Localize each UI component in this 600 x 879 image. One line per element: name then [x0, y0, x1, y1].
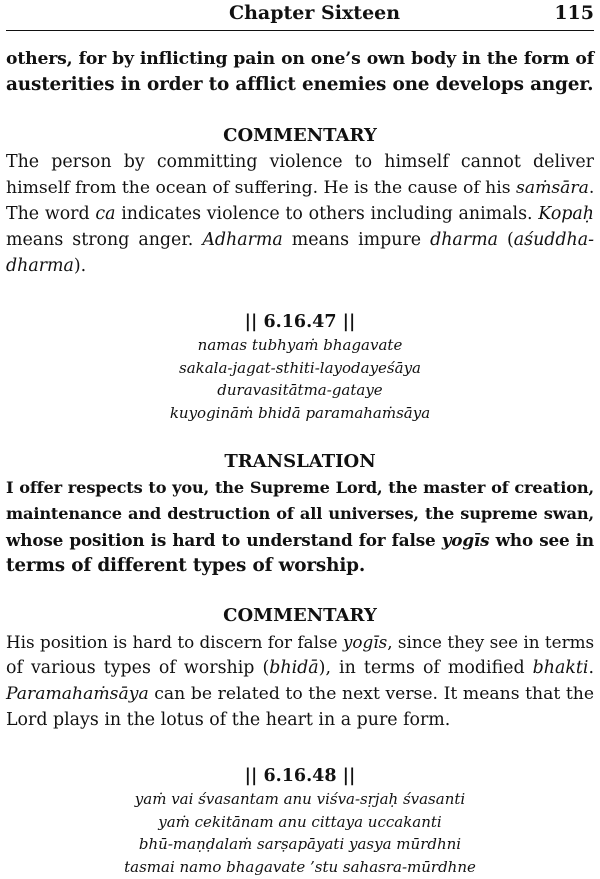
text-line: whose position is hard to understand for false yogīs who see in [6, 530, 594, 550]
verse-number: || 6.16.47 || [244, 312, 356, 332]
verse-line: tasmai namo bhagavate ’stu sahasra-mūrdhne [124, 857, 476, 876]
text-line: means strong anger. Adharma means impure dharma (aśuddha- [6, 230, 594, 250]
verse-line: bhū-maṇḍalaṁ sarṣapāyati yasya mūrdhni [138, 835, 462, 853]
running-header [6, 0, 594, 31]
verse-line: duravasitātma-gataye [217, 381, 383, 399]
text-line: The word ca indicates violence to others including animals. Kopaḥ [6, 204, 594, 224]
verse-line: yaṁ vai śvasantam anu viśva-sṛjaḥ śvasanti [134, 790, 466, 808]
text-line: terms of different types of worship. [6, 555, 366, 576]
verse-line: kuyogināṁ bhidā paramahaṁsāya [169, 403, 431, 422]
translation-paragraph [6, 475, 594, 579]
text-line: Paramahaṁsāya can be related to the next verse. It means that the [6, 684, 594, 704]
verse-line: sakala-jagat-sthiti-layodayeśāya [179, 358, 421, 377]
translation-heading: TRANSLATION [224, 451, 376, 472]
commentary-paragraph [6, 149, 594, 279]
text-line: I offer respects to you, the Supreme Lord, the master of creation, [6, 478, 594, 497]
commentary-paragraph [6, 629, 594, 733]
verse-text [6, 788, 594, 878]
text-line: His position is hard to discern for false yogīs, since they see in terms [6, 632, 595, 652]
text-line: austerities in order to afflict enemies one develops anger. [6, 74, 594, 95]
translation-continuation [6, 46, 594, 98]
text-line: Lord plays in the lotus of the heart in a pure form. [6, 710, 451, 730]
verse-line: yaṁ cekitānam anu cittaya uccakanti [158, 812, 442, 831]
text-line: maintenance and destruction of all universes, the supreme swan, [6, 504, 594, 523]
verse-line: namas tubhyaṁ bhagavate [197, 336, 403, 354]
text-line: himself from the ocean of suffering. He is the cause of his saṁsāra. [6, 178, 595, 198]
chapter-title: Chapter Sixteen [229, 2, 401, 24]
text-line: of various types of worship (bhidā), in terms of modified bhakti. [6, 658, 594, 678]
verse-text [6, 334, 594, 424]
commentary-heading: COMMENTARY [223, 125, 377, 146]
verse-number: || 6.16.48 || [244, 766, 356, 786]
commentary-heading: COMMENTARY [223, 605, 377, 626]
text-line: dharma). [6, 256, 87, 276]
text-line: The person by committing violence to himself cannot deliver [6, 152, 594, 172]
page-number: 115 [554, 2, 594, 24]
text-line: others, for by inflicting pain on one’s own body in the form of [6, 49, 594, 69]
